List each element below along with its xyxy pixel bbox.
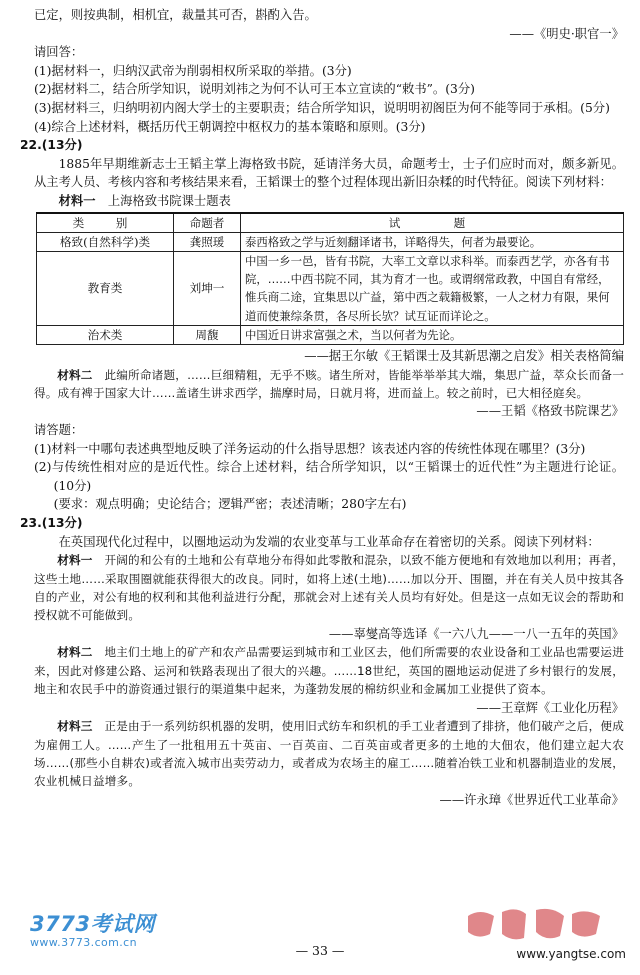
table-row	[37, 251, 624, 325]
q21-item-2: (2)据材料二，结合所学知识，说明刘祎之为何不认可王本立宣读的“敕书”。(3分)	[34, 82, 475, 97]
q21-prompt: 请回答：	[34, 45, 84, 60]
q23-material3	[34, 717, 624, 791]
table-header-category: 类 别	[37, 213, 174, 233]
table-cell-question: 中国近日讲求富强之术，当以何者为先论。	[241, 325, 624, 344]
table-row	[37, 232, 624, 251]
q23-number: 23.(13分)	[20, 515, 83, 530]
stamp-glyph-3	[536, 909, 564, 938]
table-header-row	[37, 213, 624, 233]
stamp-glyph-2	[502, 909, 526, 939]
q23-material1-source: ——辜燮高等选译《一六八九——一八一五年的英国》	[328, 626, 624, 641]
page-number: — 33 —	[295, 943, 345, 958]
watermark-logo-text: 3773考试网	[30, 912, 155, 936]
stamp-shapes	[468, 909, 600, 939]
q22-number: 22.(13分)	[20, 138, 83, 153]
q23-material3-label: 材料三	[57, 719, 93, 734]
table-header-setter: 命题者	[174, 213, 241, 233]
q23-material1	[34, 551, 624, 625]
q23-material3-source: ——许永璋《世界近代工业革命》	[439, 792, 624, 807]
table-cell-question: 中国一乡一邑，皆有书院，大率工文章以求科举。而泰西艺学，亦各有书院，……中西书院不同，其为育才一也。或谓纲常政教，中国自有常经，惟兵商二途，宜集思以广益，第中西之载籍极繁，一人之材力有限，果何道而使兼综条贯，各尽所长欤？试互证而详论之。	[241, 251, 624, 325]
q23-material3-text: 正是由于一系列纺织机器的发明，使用旧式纺车和织机的手工业者遭到了排挤，他们破产之后，便成为雇佣工人。……产生了一批租用五十英亩、一百英亩、二百英亩或者更多的土地的大佃农，他们建立起大农场……(那些小自耕农)或者流入城市出卖劳动力，或者成为农场主的雇工……随着冶铁工业和机器制造业的发展，农业机械日益增多。	[34, 719, 624, 789]
stamp-glyph-1	[468, 912, 494, 937]
watermark-logo-url: www.3773.com.cn	[30, 936, 137, 949]
q22-material1-heading	[34, 192, 624, 211]
q23-material2	[34, 643, 624, 698]
stamp-glyph-4	[572, 911, 600, 936]
q23-material2-label: 材料二	[57, 645, 93, 660]
q22-item-1: (1)材料一中哪句表述典型地反映了洋务运动的什么指导思想？该表述内容的传统性体现在哪里？(3分)	[34, 441, 586, 456]
q22-material2-source: ——王韬《格致书院课艺》	[476, 404, 624, 419]
q21-item-4: (4)综合上述材料，概括历代王朝调控中枢权力的基本策略和原则。(3分)	[34, 119, 426, 134]
table-cell-category: 格致(自然科学)类	[37, 232, 174, 251]
q21-material-source: ——《明史·职官一》	[509, 26, 624, 41]
q22-intro: 1885年早期维新志士王韬主掌上海格致书院，延请洋务大员，命题考士，士子们应时而对，颇多新见。从主考人员、考核内容和考核结果来看，王韬课士的整个过程体现出新旧杂糅的时代特征。阅读下列材料：	[34, 156, 624, 190]
table-row	[37, 325, 624, 344]
table-cell-category: 治术类	[37, 325, 174, 344]
q23-material2-text: 地主们土地上的矿产和农产品需要运到城市和工业区去，他们所需要的农业设备和工业品也需要运进来，因此对修建公路、运河和铁路表现出了很大的兴趣。……18世纪，英国的圈地运动促进了乡村银行的发展，地主和农民手中的游资通过银行的渠道集中起来，为蓬勃发展的棉纺织业和金属加工业提供了资本。	[34, 645, 624, 697]
q23-intro: 在英国现代化过程中，以圈地运动为发端的农业变革与工业革命存在着密切的关系。阅读下列材料：	[58, 534, 600, 549]
table-cell-setter: 龚照瑗	[174, 232, 241, 251]
table-cell-setter: 周馥	[174, 325, 241, 344]
q23-material2-source: ——王章辉《工业化历程》	[476, 700, 624, 715]
q22-material2-label: 材料二	[57, 367, 93, 382]
q22-item-2: (2)与传统性相对应的是近代性。综合上述材料，结合所学知识，以“王韬课士的近代性”为主题进行论证。(10分)	[34, 460, 624, 493]
table-cell-setter: 刘坤一	[174, 251, 241, 325]
table-header-question: 试 题	[241, 213, 624, 233]
q22-requirement: (要求：观点明确；史论结合；逻辑严密；表述清晰；280字左右)	[53, 497, 407, 512]
q22-material2	[34, 366, 624, 403]
q22-material1-source: ——据王尔敏《王韬课士及其新思潮之启发》相关表格简编	[304, 348, 624, 363]
exam-page	[20, 6, 624, 809]
watermark-url: www.yangtse.com	[516, 947, 626, 961]
table-cell-question: 泰西格致之学与近刻翻译诸书，详略得失，何者为最要论。	[241, 232, 624, 251]
exam-question-table	[36, 212, 624, 345]
q22-material1-label: 材料一	[58, 193, 96, 208]
q21-item-1: (1)据材料一，归纳汉武帝为削弱相权所采取的举措。(3分)	[34, 63, 352, 78]
q23-material1-text: 开阔的和公有的土地和公有草地分布得如此零散和混杂，以致不能方便地和有效地加以利用；再者，这些土地……采取围圈就能获得很大的改良。同时，如将上述(土地)……加以分开、围圈，并在有关人员中按其各自的产业，对公有地的权利和其他利益进行分配，那就会对上述有关人员均有好处。但是这一点如无议会的帮助和授权就不可能做到。	[34, 553, 624, 623]
q22-material1-title: 上海格致书院课士题表	[107, 193, 231, 208]
q21-item-3: (3)据材料三，归纳明初内阁大学士的主要职责；结合所学知识，说明明初阁臣为何不能等同于承相。(5分)	[34, 100, 610, 115]
q21-material-tail: 已定，则按典制，相机宜，裁量其可否，斟酌入告。	[34, 8, 317, 22]
q23-material1-label: 材料一	[57, 553, 93, 568]
q22-material2-text: 此编所命诸题，……巨细精粗，无乎不赅。诸生所对，皆能举举举其大端，集思广益，萃众长而备一得。成有裨于国家大计……盖诸生讲求西学，揣摩时局，日就月将，进而益上。较之前时，已大相径庭矣。	[34, 367, 624, 400]
table-cell-category: 教育类	[37, 251, 174, 325]
q22-prompt: 请答题：	[34, 422, 84, 437]
